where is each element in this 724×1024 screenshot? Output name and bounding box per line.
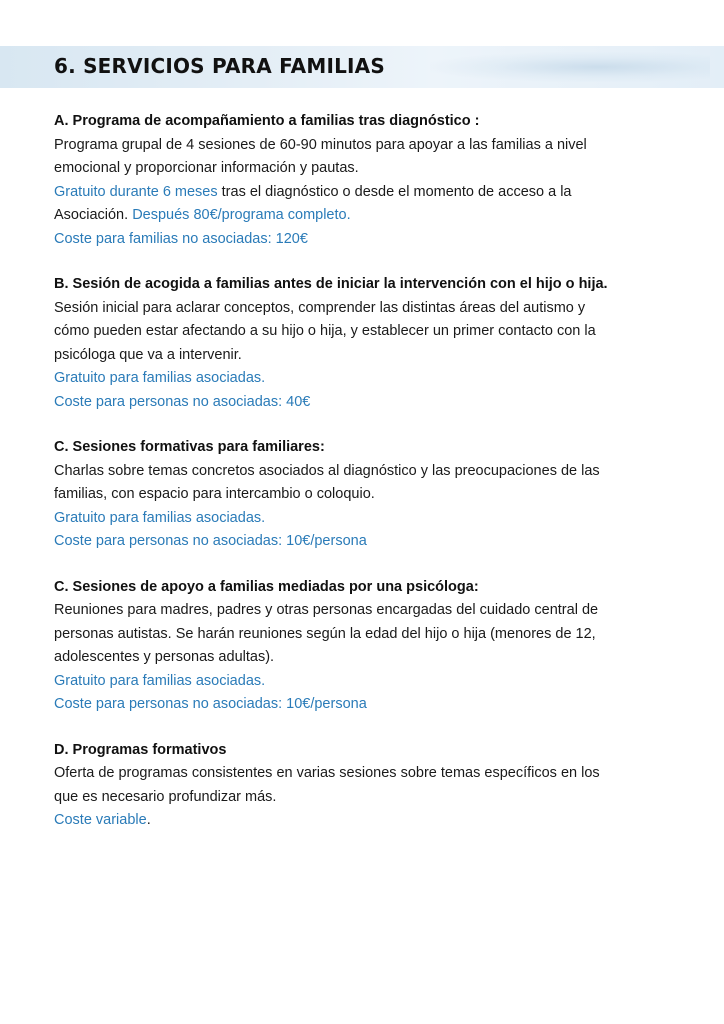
cost-variable-suffix: . (146, 812, 151, 828)
cost-line: Coste para personas no asociadas: 10€/persona (54, 696, 367, 712)
free-line: Gratuito para familias asociadas. (54, 672, 266, 689)
section-heading: C. Sesiones de apoyo a familias mediadas por una psicóloga: (54, 578, 479, 595)
description-line: emocional y proporcionar información y pautas. (54, 160, 359, 176)
section-a (54, 110, 664, 251)
section-heading: D. Programas formativos (54, 741, 227, 758)
cost-line: Coste para familias no asociadas: 120€ (54, 230, 308, 247)
description-line: que es necesario profundizar más. (54, 788, 277, 805)
free-line: Gratuito para familias asociadas. (54, 370, 266, 386)
description-line: Programa grupal de 4 sesiones de 60-90 minutos para apoyar a las familias a nivel (54, 136, 587, 153)
price-line (54, 204, 664, 228)
cost-line: Coste para personas no asociadas: 10€/persona (54, 533, 367, 549)
content (54, 110, 664, 855)
page-title: 6. SERVICIOS PARA FAMILIAS (54, 54, 385, 78)
price-line (54, 181, 664, 205)
description-line: cómo pueden estar afectando a su hijo o hija, y establecer un primer contacto con la (54, 323, 596, 339)
section-b (54, 273, 664, 414)
section-c-support (54, 576, 664, 717)
price-text: tras el diagnóstico o desde el momento de acceso a la (217, 183, 572, 200)
price-highlight: Después 80€/programa completo. (132, 207, 351, 223)
cost-line (54, 809, 664, 833)
section-heading: B. Sesión de acogida a familias antes de iniciar la intervención con el hijo o hija. (54, 276, 608, 292)
free-line: Gratuito para familias asociadas. (54, 509, 266, 526)
description-line: familias, con espacio para intercambio o coloquio. (54, 486, 375, 502)
section-c (54, 436, 664, 554)
section-d (54, 739, 664, 833)
cost-variable: Coste variable (54, 812, 147, 828)
description-line: psicóloga que va a intervenir. (54, 346, 242, 363)
description-line: personas autistas. Se harán reuniones según la edad del hijo o hija (menores de 12, (54, 625, 596, 642)
price-text: Asociación. (54, 207, 133, 223)
section-heading: A. Programa de acompañamiento a familias tras diagnóstico : (54, 113, 480, 129)
description-line: adolescentes y personas adultas). (54, 649, 275, 665)
cost-line: Coste para personas no asociadas: 40€ (54, 393, 311, 410)
description-line: Reuniones para madres, padres y otras personas encargadas del cuidado central de (54, 602, 599, 618)
description-line: Sesión inicial para aclarar conceptos, comprender las distintas áreas del autismo y (54, 299, 586, 316)
description-line: Charlas sobre temas concretos asociados al diagnóstico y las preocupaciones de las (54, 462, 600, 479)
section-heading: C. Sesiones formativas para familiares: (54, 439, 325, 455)
description-line: Oferta de programas consistentes en varias sesiones sobre temas específicos en los (54, 765, 600, 781)
price-highlight: Gratuito durante 6 meses (54, 183, 218, 200)
